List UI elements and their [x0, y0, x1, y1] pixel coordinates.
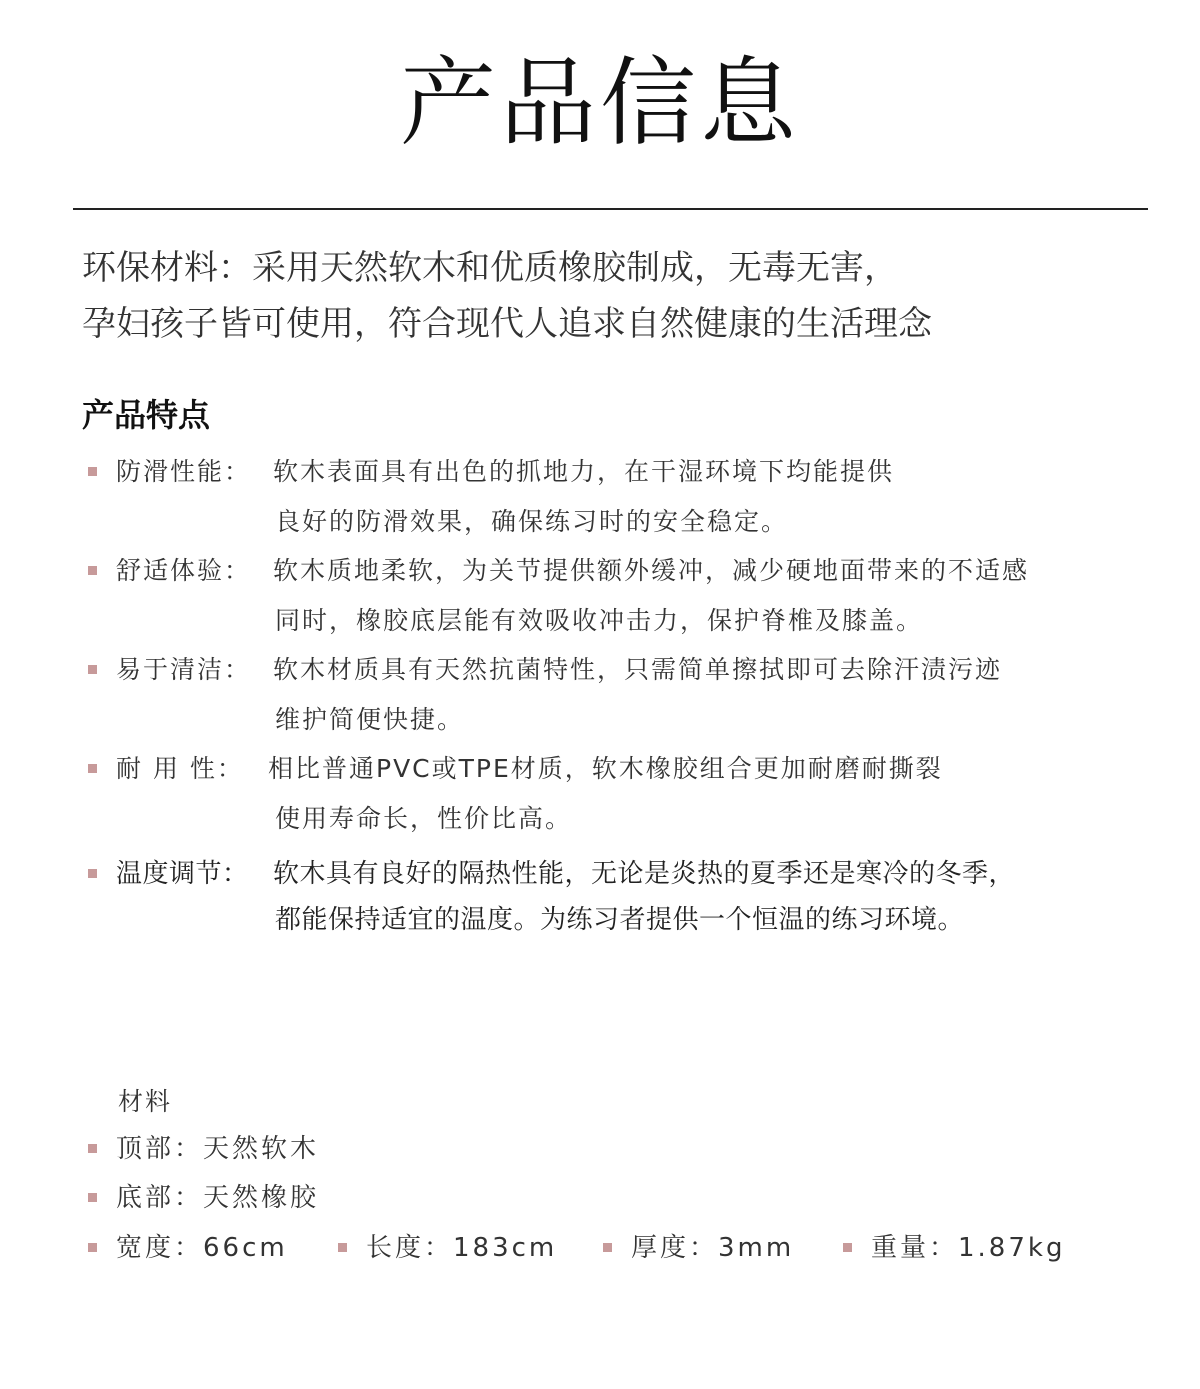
spec-weight-text: 重量：1.87kg	[871, 1233, 1066, 1263]
feature-text-line-2: 同时，橡胶底层能有效吸收冲击力，保护脊椎及膝盖。	[275, 606, 924, 635]
square-bullet-icon	[88, 566, 97, 575]
material-bottom-text: 底部：天然橡胶	[116, 1183, 320, 1213]
square-bullet-icon	[88, 665, 97, 674]
intro-line-1: 环保材料：采用天然软木和优质橡胶制成，无毒无害，	[82, 248, 898, 288]
square-bullet-icon	[603, 1243, 612, 1252]
square-bullet-icon	[88, 764, 97, 773]
feature-label: 温度调节：	[116, 859, 249, 889]
title-divider	[73, 208, 1148, 210]
spec-row	[88, 1231, 1148, 1265]
intro-line-2: 孕妇孩子皆可使用，符合现代人追求自然健康的生活理念	[82, 304, 932, 344]
feature-text-line-2: 使用寿命长，性价比高。	[275, 804, 573, 833]
spec-thickness-text: 厚度：3mm	[631, 1233, 795, 1263]
materials-heading: 材料	[118, 1087, 173, 1116]
spec-width-text: 宽度：66cm	[116, 1233, 288, 1263]
feature-text-line-1: 软木具有良好的隔热性能，无论是炎热的夏季还是寒冷的冬季，	[273, 859, 1016, 889]
feature-text-line-2: 都能保持适宜的温度。为练习者提供一个恒温的练习环境。	[275, 905, 965, 935]
feature-text-line-1: 软木表面具有出色的抓地力，在干湿环境下均能提供	[273, 457, 895, 486]
square-bullet-icon	[88, 467, 97, 476]
feature-text-line-2: 良好的防滑效果，确保练习时的安全稳定。	[275, 507, 789, 536]
feature-label: 舒适体验：	[116, 556, 252, 585]
spec-length-text: 长度：183cm	[366, 1233, 558, 1263]
features-heading: 产品特点	[82, 396, 211, 434]
material-top-text: 顶部：天然软木	[116, 1134, 320, 1164]
feature-text-line-1: 相比普通PVC或TPE材质，软木橡胶组合更加耐磨耐撕裂	[268, 754, 943, 783]
feature-label: 防滑性能：	[116, 457, 252, 486]
square-bullet-icon	[843, 1243, 852, 1252]
square-bullet-icon	[88, 1243, 97, 1252]
feature-label: 耐 用 性：	[116, 754, 244, 783]
feature-text-line-2: 维护简便快捷。	[275, 705, 465, 734]
page-title: 产品信息	[400, 47, 800, 159]
feature-label: 易于清洁：	[116, 655, 252, 684]
square-bullet-icon	[88, 1193, 97, 1202]
feature-text-line-1: 软木质地柔软，为关节提供额外缓冲，减少硬地面带来的不适感	[273, 556, 1030, 585]
intro-paragraph	[82, 240, 1142, 352]
square-bullet-icon	[338, 1243, 347, 1252]
feature-text-line-1: 软木材质具有天然抗菌特性，只需简单擦拭即可去除汗渍污迹	[273, 655, 1003, 684]
square-bullet-icon	[88, 869, 97, 878]
square-bullet-icon	[88, 1144, 97, 1153]
